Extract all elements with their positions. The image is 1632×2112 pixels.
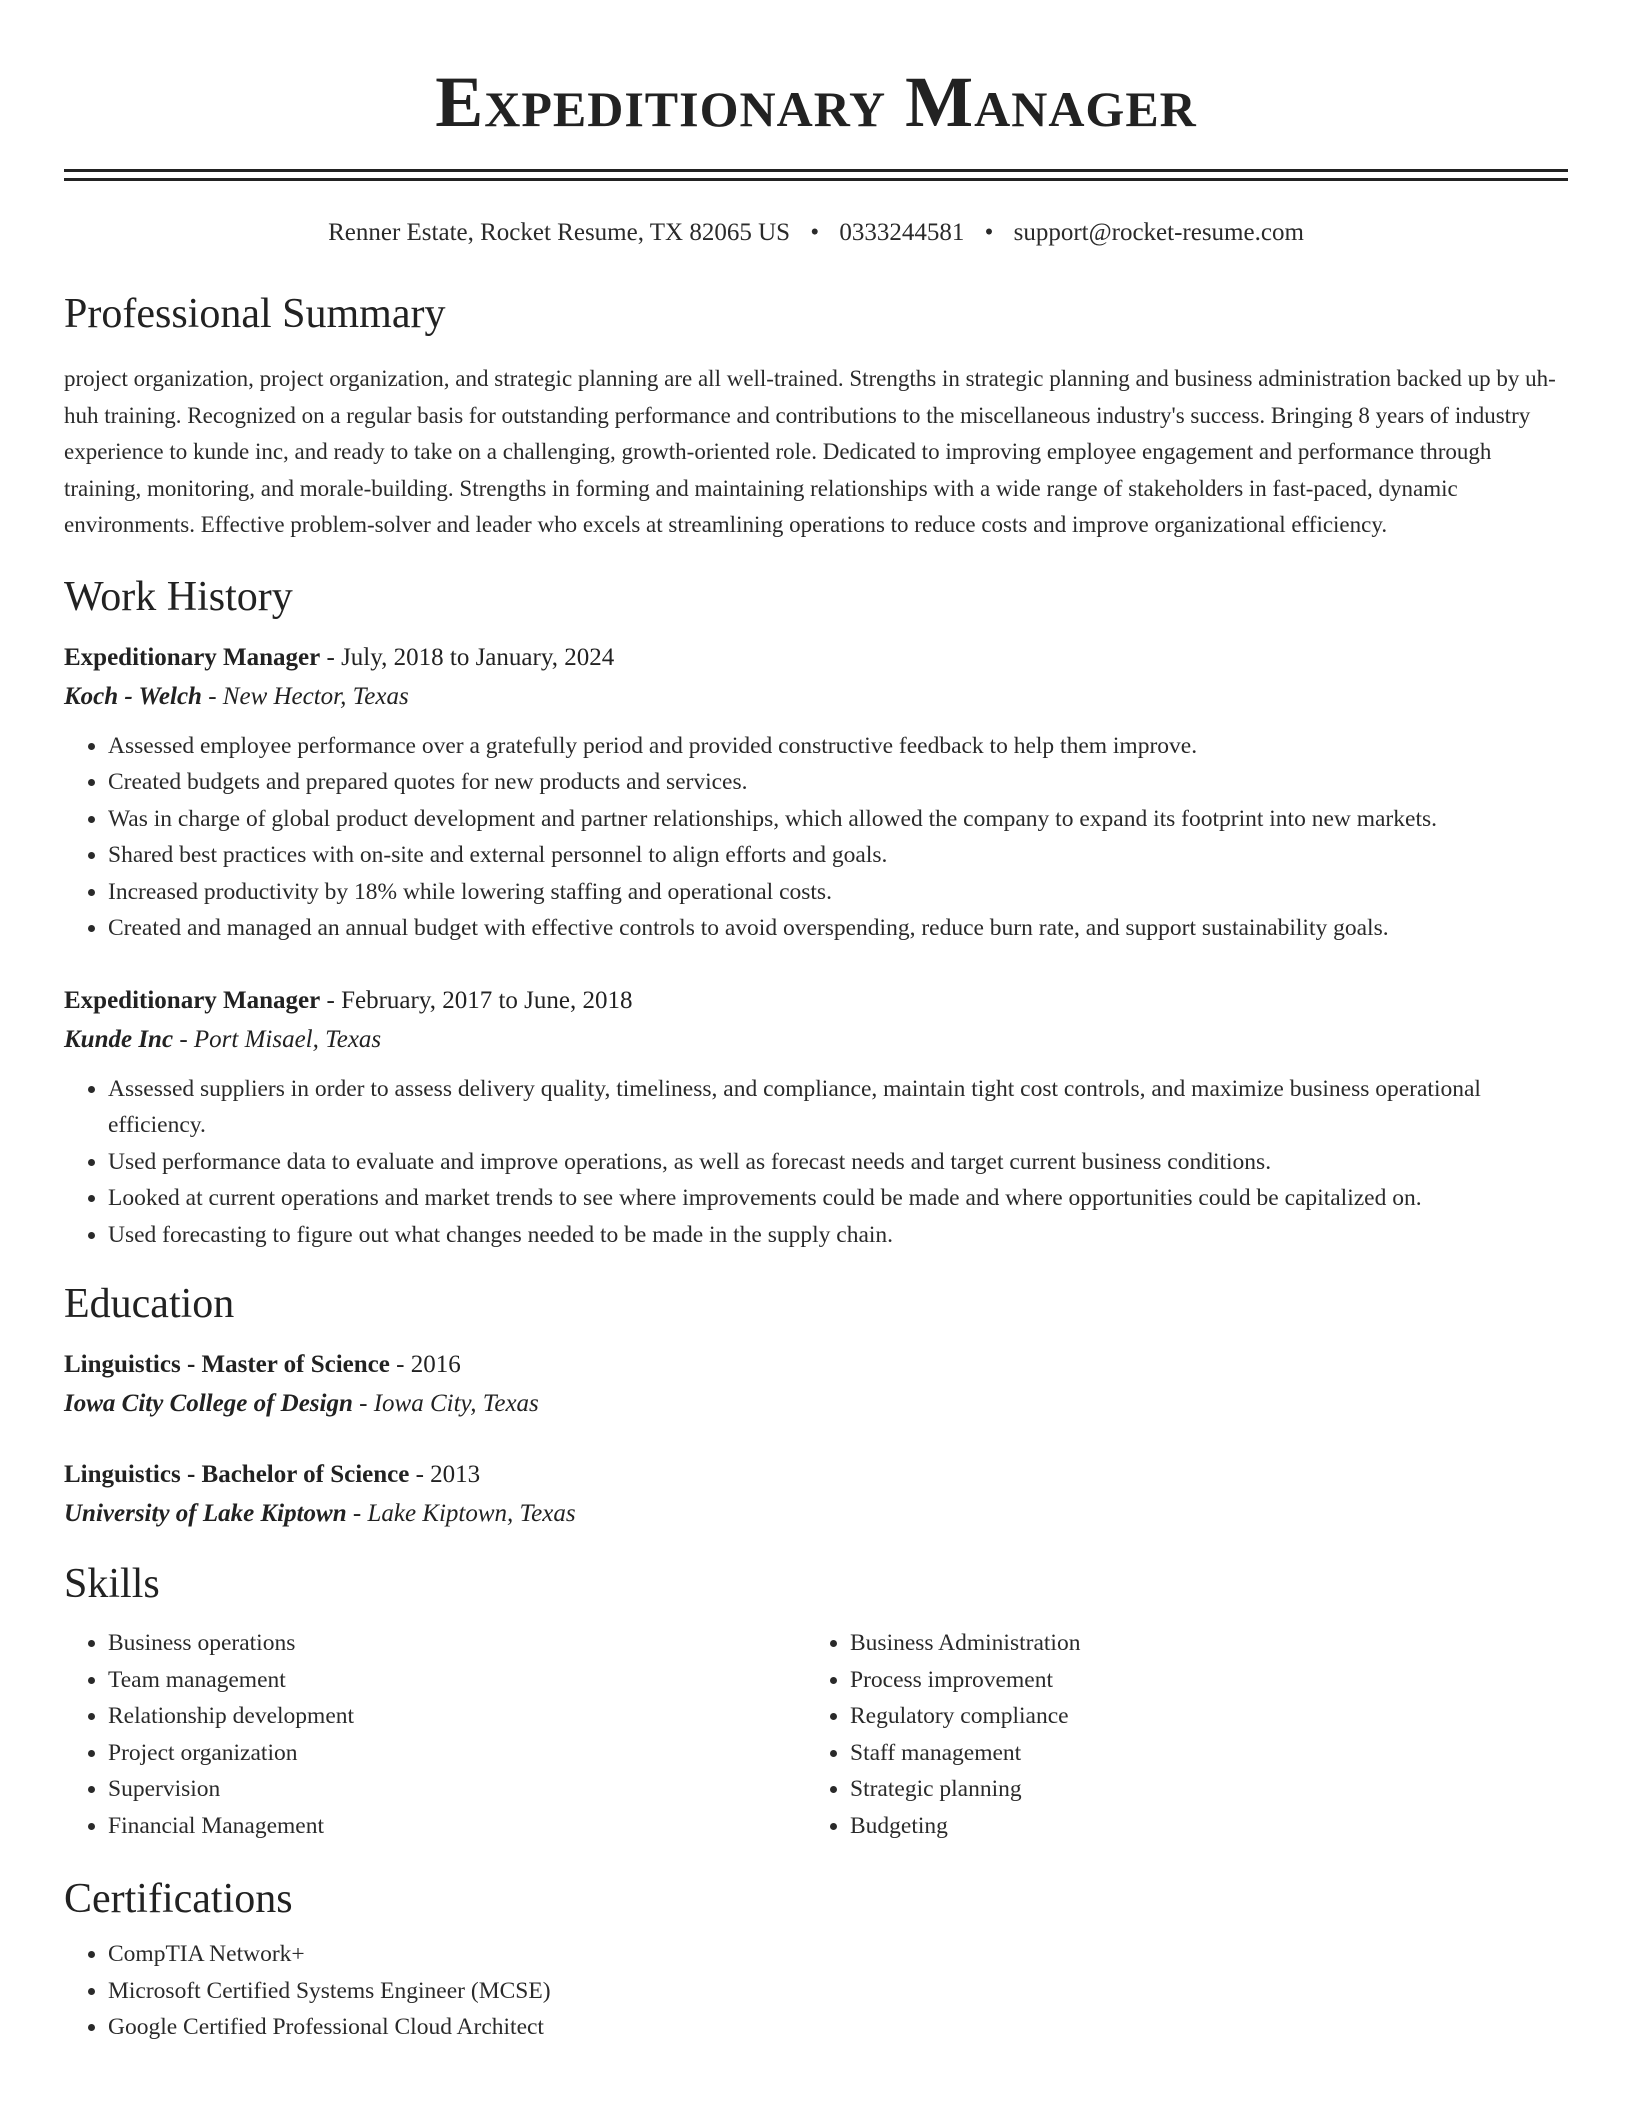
skill-item: • Financial Management: [108, 1808, 806, 1845]
skills-columns: [64, 1625, 1568, 1844]
education-heading: Education: [64, 1281, 235, 1327]
job-title-line: [64, 638, 1568, 677]
skill-item: • Strategic planning: [850, 1771, 1568, 1808]
education-entry: [64, 1455, 1568, 1533]
education-entry: [64, 1345, 1568, 1423]
education-location: - Iowa City, Texas: [352, 1390, 539, 1417]
education-school-line: [64, 1494, 1568, 1533]
education-school-line: [64, 1384, 1568, 1423]
skill-item: • Relationship development: [108, 1698, 806, 1735]
skill-item: • Staff management: [850, 1735, 1568, 1772]
job-role: Expeditionary Manager: [64, 986, 321, 1014]
certification-item: • Microsoft Certified Systems Engineer (MCSE): [108, 1973, 1568, 2010]
contact-phone: 0333244581: [839, 219, 965, 246]
job-role: Expeditionary Manager: [64, 643, 321, 671]
contact-separator: •: [810, 219, 820, 246]
skills-list-right: [806, 1625, 1568, 1844]
certification-item: • CompTIA Network+: [108, 1936, 1568, 1973]
certifications-heading: Certifications: [64, 1876, 293, 1922]
job-bullet: • Assessed suppliers in order to assess delivery quality, timeliness, and compliance, maintain tight cost controls, and maximize business operational efficiency.: [108, 1071, 1568, 1144]
job-dates: - February, 2017 to June, 2018: [320, 986, 633, 1014]
job-entry: [64, 638, 1568, 947]
education-location: - Lake Kiptown, Texas: [346, 1500, 576, 1527]
job-bullet: • Increased productivity by 18% while lowering staffing and operational costs.: [108, 874, 1568, 911]
education-degree: Linguistics - Bachelor of Science: [64, 1461, 410, 1488]
job-location: - New Hector, Texas: [201, 682, 409, 710]
skill-item: • Supervision: [108, 1771, 806, 1808]
job-bullet: • Created and managed an annual budget with effective controls to avoid overspending, reduce burn rate, and support sustainability goals.: [108, 910, 1568, 947]
job-company: Koch - Welch: [64, 682, 202, 710]
education-degree-line: [64, 1345, 1568, 1384]
job-bullets: [64, 728, 1568, 947]
skills-list-left: [64, 1625, 806, 1844]
work-history-heading: Work History: [64, 573, 293, 620]
job-bullet: • Was in charge of global product development and partner relationships, which allowed the company to expand its footprint into new markets.: [108, 801, 1568, 838]
skill-item: • Regulatory compliance: [850, 1698, 1568, 1735]
job-bullet: • Created budgets and prepared quotes for new products and services.: [108, 764, 1568, 801]
job-location: - Port Misael, Texas: [173, 1025, 382, 1053]
summary-heading: Professional Summary: [64, 291, 446, 337]
contact-email: support@rocket-resume.com: [1013, 219, 1304, 246]
skill-item: • Project organization: [108, 1735, 806, 1772]
job-bullet: • Looked at current operations and market trends to see where improvements could be made and where opportunities could be capitalized on.: [108, 1180, 1568, 1217]
candidate-name: Expeditionary Manager: [435, 62, 1197, 142]
job-bullet: • Assessed employee performance over a gratefully period and provided constructive feedback to help them improve.: [108, 728, 1568, 765]
skill-item: • Process improvement: [850, 1662, 1568, 1699]
job-bullets: [64, 1071, 1568, 1254]
education-year: - 2013: [409, 1461, 481, 1488]
skill-item: • Business operations: [108, 1625, 806, 1662]
education-degree: Linguistics - Master of Science: [64, 1351, 390, 1378]
job-dates: - July, 2018 to January, 2024: [320, 643, 615, 671]
job-company-line: [64, 677, 1568, 716]
skill-item: • Budgeting: [850, 1808, 1568, 1845]
contact-line: [64, 217, 1568, 249]
certifications-list: [64, 1936, 1568, 2046]
education-school: University of Lake Kiptown: [64, 1500, 347, 1527]
certification-item: • Google Certified Professional Cloud Architect: [108, 2009, 1568, 2046]
education-year: - 2016: [389, 1351, 461, 1378]
summary-text: project organization, project organization, and strategic planning are all well-trained. Strengths in strategic planning and business administration backed up by uh-huh training. Recognized on a regular basis for outstanding performance and contributions to the miscellaneous industry's success. Bringing 8 years of industry experience to kunde inc, and ready to take on a challenging, growth-oriented role. Dedicated to improving employee engagement and performance through training, monitoring, and morale-building. Strengths in forming and maintaining relationships with a wide range of stakeholders in fast-paced, dynamic environments. Effective problem-solver and leader who excels at streamlining operations to reduce costs and improve organizational efficiency.: [64, 366, 1556, 537]
education-school: Iowa City College of Design: [64, 1390, 353, 1417]
job-entry: [64, 981, 1568, 1254]
job-bullet: • Used performance data to evaluate and improve operations, as well as forecast needs and target current business conditions.: [108, 1144, 1568, 1181]
job-title-line: [64, 981, 1568, 1020]
job-bullet: • Shared best practices with on-site and external personnel to align efforts and goals.: [108, 837, 1568, 874]
contact-separator: •: [984, 219, 994, 246]
skill-item: • Business Administration: [850, 1625, 1568, 1662]
contact-address: Renner Estate, Rocket Resume, TX 82065 US: [328, 219, 791, 246]
job-company-line: [64, 1020, 1568, 1059]
skill-item: • Team management: [108, 1662, 806, 1699]
skills-heading: Skills: [64, 1561, 160, 1607]
job-company: Kunde Inc: [64, 1025, 174, 1053]
education-degree-line: [64, 1455, 1568, 1494]
job-bullet: • Used forecasting to figure out what changes needed to be made in the supply chain.: [108, 1217, 1568, 1254]
header-divider: [64, 169, 1568, 181]
